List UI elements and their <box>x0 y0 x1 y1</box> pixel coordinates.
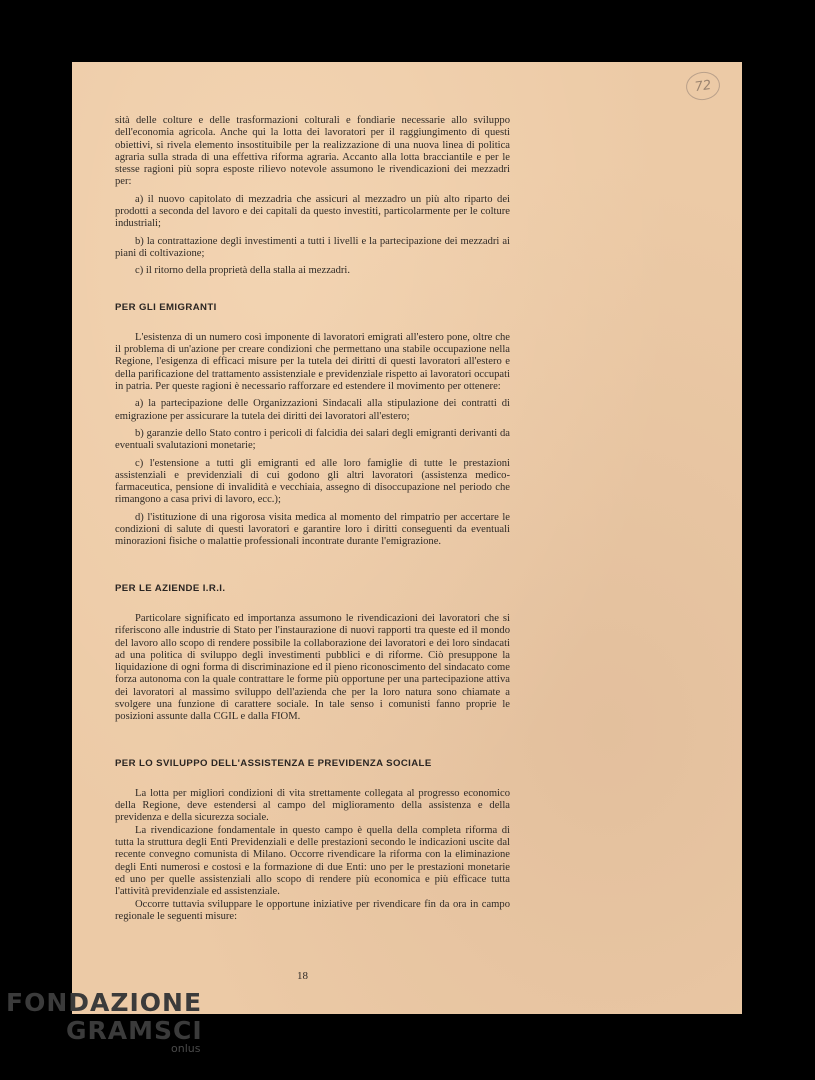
paragraph: sità delle colture e delle trasformazioni colturali e fondiarie necessarie allo sviluppo dell'economia agricola. Anche qui la lotta dei lavoratori per il raggiungimento di questi obiettivi, si rivela elemento insostituibile per la realizzazione di una nuova linea di politica agraria sulla strada di una effettiva riforma agraria. Accanto alla lotta bracciantile e per le stesse ragioni più sopra esposte rilievo notevole assumono le rivendicazioni dei mezzadri per: <box>115 115 510 188</box>
watermark-line-1: FONDAZIONE <box>6 988 203 1017</box>
paragraph: La rivendicazione fondamentale in questo campo è quella della completa riforma di tutta la struttura degli Enti Previdenziali e delle prestazioni secondo le indicazioni uscite dal recente convegno comunista di Milano. Occorre rivendicare la riforma con la eliminazione degli Enti numerosi e costosi e la formazione di due Enti: uno per le prestazioni monetarie ed uno per quelle assistenziali allo scopo di rendere più economica e più efficace tutta l'attività previdenziale ed assistenziale. <box>115 824 510 898</box>
section-heading-iri: PER LE AZIENDE I.R.I. <box>115 582 226 594</box>
list-item: d) l'istituzione di una rigorosa visita medica al momento del rimpatrio per accertare le condizioni di salute di questi lavoratori e garantire loro i diritti conseguenti da eventuali minorazioni fisiche o malattie professionali incontrate durante l'emigrazione. <box>115 511 510 548</box>
section-heading-assistenza: PER LO SVILUPPO DELL'ASSISTENZA E PREVIDENZA SOCIALE <box>115 757 432 769</box>
paragraph: La lotta per migliori condizioni di vita strettamente collegata al progresso economico della Regione, deve estendersi al campo del miglioramento della assistenza e della previdenza e della sicurezza sociale. <box>115 787 510 824</box>
list-item: a) il nuovo capitolato di mezzadria che assicuri al mezzadro un più alto riparto dei prodotti a seconda del lavoro e dei capitali da questo investiti, particolarmente per le colture industriali; <box>115 193 510 230</box>
paragraph: Occorre tuttavia sviluppare le opportune iniziative per rivendicare fin da ora in campo regionale le seguenti misure: <box>115 898 510 922</box>
list-item: c) il ritorno della proprietà della stalla ai mezzadri. <box>135 265 351 277</box>
page-number: 18 <box>297 970 308 982</box>
list-item: b) la contrattazione degli investimenti a tutti i livelli e la partecipazione dei mezzadri ai piani di coltivazione; <box>115 235 510 259</box>
watermark-line-2: GRAMSCI <box>66 1016 203 1045</box>
handwritten-page-note: 72 <box>684 70 722 102</box>
archive-watermark <box>6 990 203 1055</box>
body-text-column <box>115 115 510 928</box>
paragraph: L'esistenza di un numero così imponente di lavoratori emigrati all'estero pone, oltre che il problema di un'azione per creare condizioni che permettano una stabile occupazione nella Regione, l'esigenza di efficaci misure per la tutela dei diritti di questi lavoratori all'estero e della parificazione del trattamento assistenziale e previdenziale rispetto ai lavoratori occupati in patria. Per queste ragioni è necessario rafforzare ed estendere il movimento per ottenere: <box>115 331 510 393</box>
list-item: a) la partecipazione delle Organizzazioni Sindacali alla stipulazione dei contratti di emigrazione per assicurare la tutela dei diritti dei lavoratori all'estero; <box>115 398 510 422</box>
watermark-line-3: onlus <box>171 1042 201 1055</box>
paragraph: Particolare significato ed importanza assumono le rivendicazioni dei lavoratori che si riferiscono alle industrie di Stato per l'instaurazione di nuovi rapporti tra queste ed il mondo del lavoro allo scopo di rendere possibile la collaborazione dei lavoratori e dei loro sindacati ad una politica di sviluppo degli investimenti pubblici e di riforme. Ciò presuppone la liquidazione di ogni forma di discriminazione ed il pieno riconoscimento del sindacato come forza autonoma con la quale contrattare le forme più opportune per una partecipazione attiva dei lavoratori al massimo sviluppo dell'azienda che per la loro natura sono chiamate a svolgere una funzione di carattere sociale. In tale senso i comunisti fanno proprie le posizioni assunte dalla CGIL e dalla FIOM. <box>115 612 510 723</box>
section-heading-emigranti: PER GLI EMIGRANTI <box>115 301 217 313</box>
list-item: c) l'estensione a tutti gli emigranti ed alle loro famiglie di tutte le prestazioni assistenziali e previdenziali di cui godono gli altri lavoratori (assistenza medico-farmaceutica, pensione di invalidità e vecchiaia, assegno di disoccupazione nel periodo che rimangono a casa privi di lavoro, ecc.); <box>115 457 510 506</box>
list-item: b) garanzie dello Stato contro i pericoli di falcidia dei salari degli emigranti derivanti da eventuali svalutazioni monetarie; <box>115 427 510 452</box>
document-page <box>72 62 742 1014</box>
